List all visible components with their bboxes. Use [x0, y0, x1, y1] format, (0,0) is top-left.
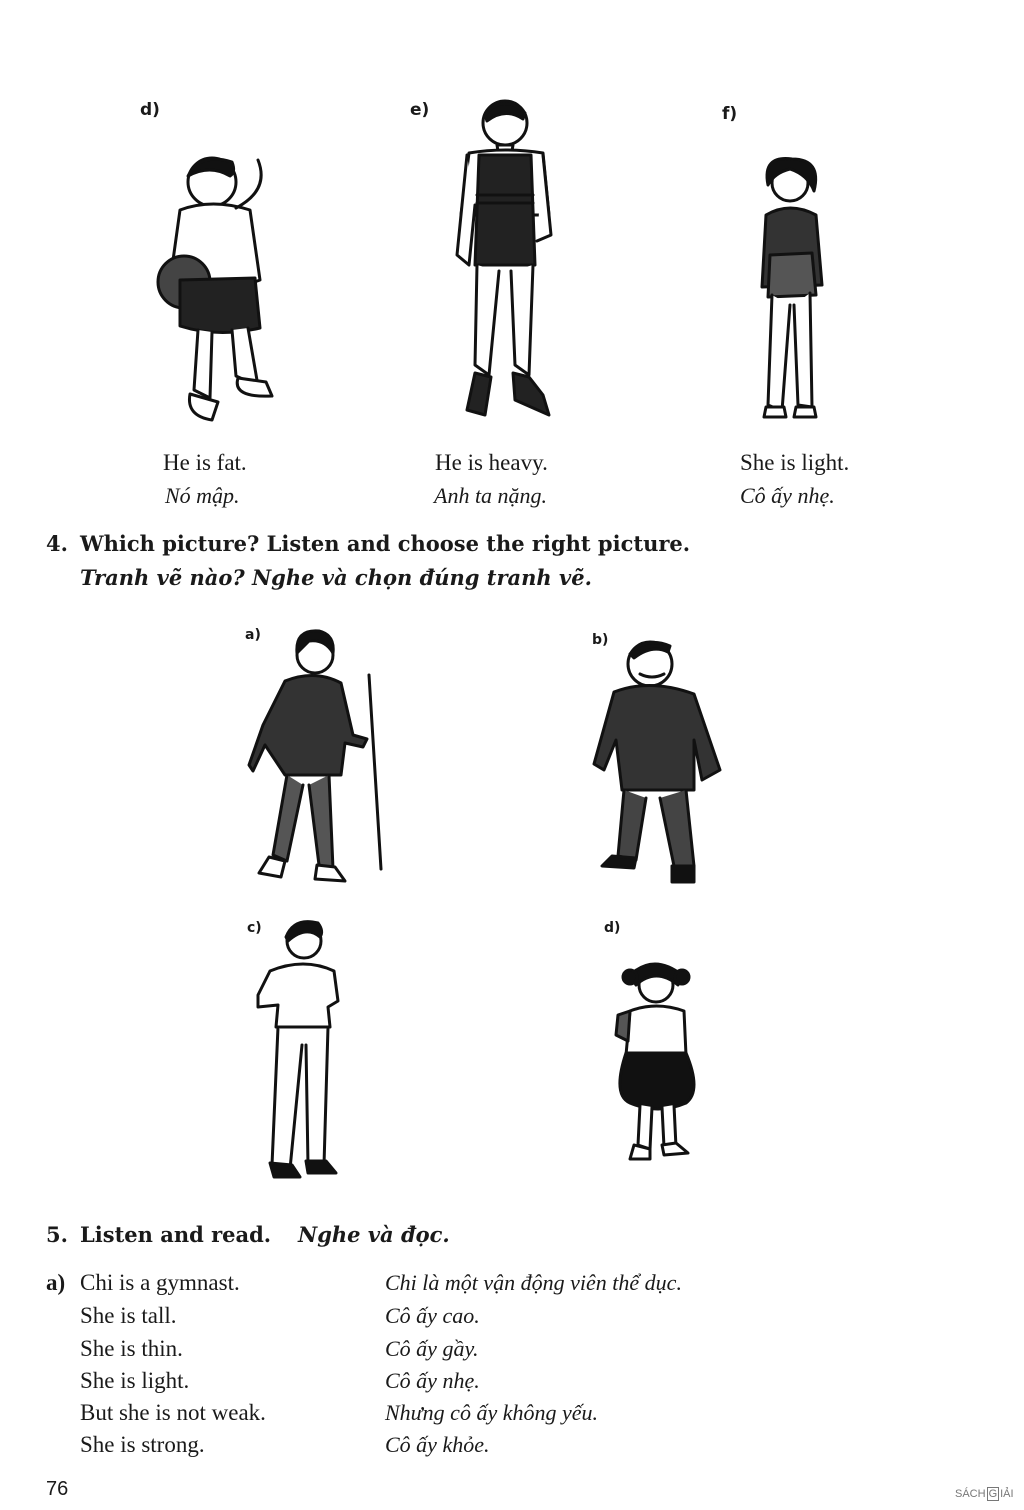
- heavy-man-illustration: [445, 95, 565, 440]
- fat-boy-illustration: [140, 150, 290, 435]
- line-vi-3: Cô ấy gầy.: [385, 1336, 479, 1361]
- section-5-title: Listen and read.: [80, 1222, 272, 1247]
- line-vi-2: Cô ấy cao.: [385, 1303, 480, 1328]
- tall-man-illustration: [250, 915, 350, 1180]
- section-4-title: Which picture? Listen and choose the right picture.: [80, 531, 691, 556]
- line-vi-1: Chi là một vận động viên thể dục.: [385, 1270, 682, 1295]
- section-4-number: 4.: [46, 531, 68, 556]
- line-en-3: She is thin.: [80, 1336, 183, 1361]
- fat-man-illustration: [590, 630, 730, 885]
- figure-label-4b: b): [592, 632, 609, 648]
- figure-label-e: e): [410, 100, 430, 120]
- figure-label-4c: c): [247, 920, 262, 936]
- line-en-6: She is strong.: [80, 1432, 205, 1457]
- caption-en-f: She is light.: [740, 450, 850, 475]
- item-label-a: a): [46, 1270, 66, 1295]
- caption-vi-d: Nó mập.: [165, 483, 240, 508]
- line-vi-5: Nhưng cô ấy không yếu.: [385, 1400, 598, 1425]
- caption-vi-f: Cô ấy nhẹ.: [740, 483, 835, 508]
- figure-label-d: d): [140, 100, 160, 120]
- page-number: 76: [46, 1478, 69, 1500]
- line-vi-4: Cô ấy nhẹ.: [385, 1368, 480, 1393]
- figure-label-4a: a): [245, 627, 261, 643]
- figure-label-f: f): [722, 104, 738, 124]
- section-4-subtitle: Tranh vẽ nào? Nghe và chọn đúng tranh vẽ.: [80, 565, 592, 590]
- caption-vi-e: Anh ta nặng.: [434, 483, 548, 508]
- caption-en-d: He is fat.: [163, 450, 247, 475]
- line-vi-6: Cô ấy khỏe.: [385, 1432, 490, 1457]
- line-en-1: Chi is a gymnast.: [80, 1270, 240, 1295]
- line-en-4: She is light.: [80, 1368, 190, 1393]
- line-en-2: She is tall.: [80, 1303, 177, 1328]
- figure-label-4d: d): [604, 920, 621, 936]
- line-en-5: But she is not weak.: [80, 1400, 266, 1425]
- girl-illustration: [608, 955, 703, 1170]
- caption-en-e: He is heavy.: [435, 450, 548, 475]
- light-woman-illustration: [752, 155, 832, 425]
- section-5-number: 5.: [46, 1222, 68, 1247]
- watermark-logo: SÁCH G IẢI: [955, 1488, 1014, 1500]
- old-woman-with-stick-illustration: [245, 625, 395, 885]
- section-5-subtitle: Nghe và đọc.: [298, 1222, 450, 1247]
